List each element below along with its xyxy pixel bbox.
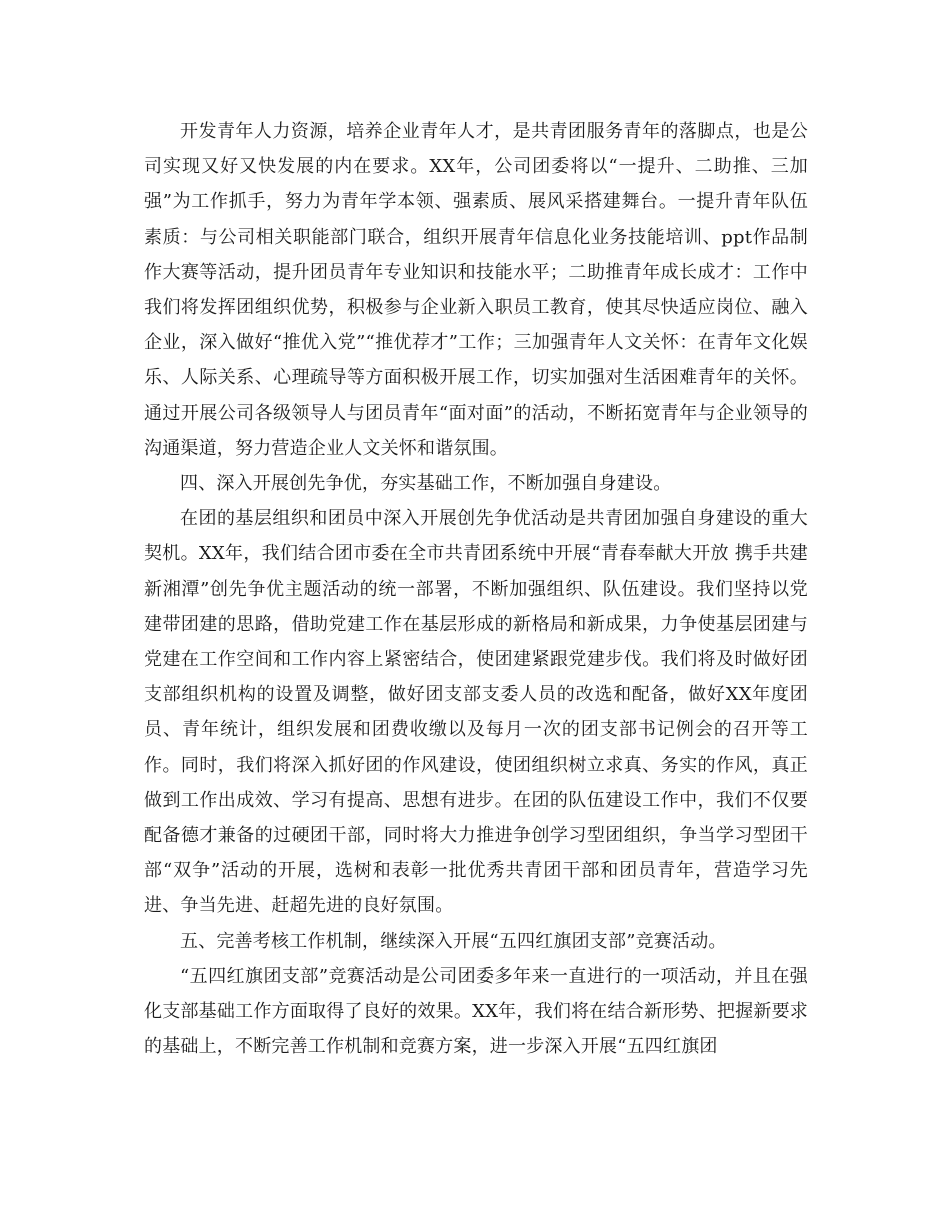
paragraph-excellence-competition: 在团的基层组织和团员中深入开展创先争优活动是共青团加强自身建设的重大契机。XX年，我们结合团市委在全市共青团系统中开展“青春奉献大开放 携手共建新湘潭”创先争优主题活动的统一部署，不断加强组织、队伍建设。我们坚持以党建带团建的思路，借助党建工作在基层形成的新格局和新成果，力争使基层团建与党建在工作空间和工作内容上紧密结合，使团建紧跟党建步伐。我们将及时做好团支部组织机构的设置及调整，做好团支部支委人员的改选和配备，做好XX年度团员、青年统计，组织发展和团费收缴以及每月一次的团支部书记例会的召开等工作。同时，我们将深入抓好团的作风建设，使团组织树立求真、务实的作风，真正做到工作出成效、学习有提高、思想有进步。在团的队伍建设工作中，我们不仅要配备德才兼备的过硬团干部，同时将大力推进争创学习型团组织，争当学习型团干部“双争”活动的开展，选树和表彰一批优秀共青团干部和团员青年，营造学习先进、争当先进、赶超先进的良好氛围。 [144,508,808,917]
heading-section-five: 五、完善考核工作机制，继续深入开展“五四红旗团支部”竞赛活动。 [180,930,727,952]
heading-section-four: 四、深入开展创先争优，夯实基础工作，不断加强自身建设。 [180,473,672,495]
paragraph-youth-talent: 开发青年人力资源，培养企业青年人才，是共青团服务青年的落脚点，也是公司实现又好又快发展的内在要求。XX年，公司团委将以“一提升、二助推、三加强”为工作抓手，努力为青年学本领、强素质、展风采搭建舞台。一提升青年队伍素质：与公司相关职能部门联合，组织开展青年信息化业务技能培训、ppt作品制作大赛等活动，提升团员青年专业知识和技能水平；二助推青年成长成才：工作中我们将发挥团组织优势，积极参与企业新入职员工教育，使其尽快适应岗位、融入企业，深入做好“推优入党”“推优荐才”工作；三加强青年人文关怀：在青年文化娱乐、人际关系、心理疏导等方面积极开展工作，切实加强对生活困难青年的关怀。通过开展公司各级领导人与团员青年“面对面”的活动，不断拓宽青年与企业领导的沟通渠道，努力营造企业人文关怀和谐氛围。 [144,121,808,459]
document-body [144,114,808,1064]
paragraph-may-fourth-branch: “五四红旗团支部”竞赛活动是公司团委多年来一直进行的一项活动，并且在强化支部基础工作方面取得了良好的效果。XX年，我们将在结合新形势、把握新要求的基础上，不断完善工作机制和竞赛方案，进一步深入开展“五四红旗团 [144,965,808,1058]
